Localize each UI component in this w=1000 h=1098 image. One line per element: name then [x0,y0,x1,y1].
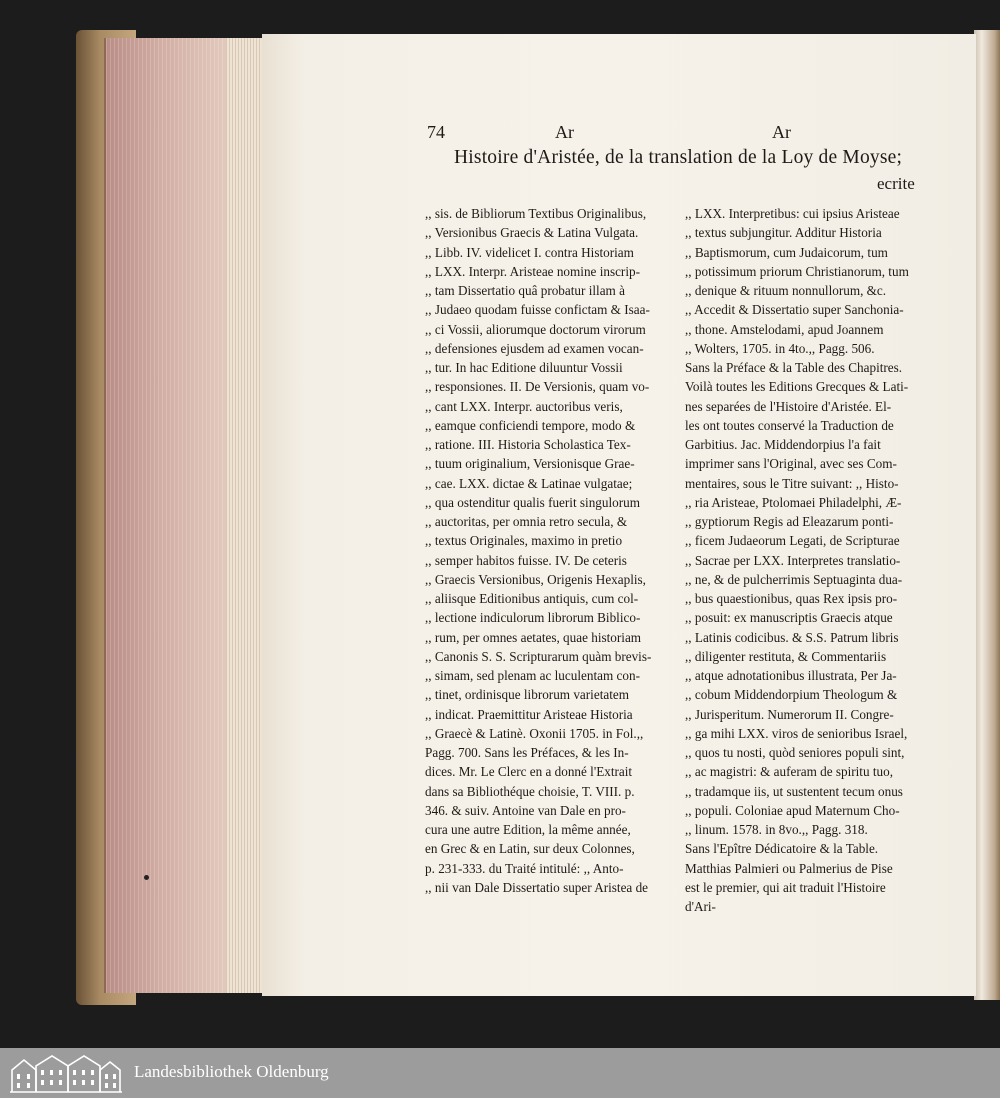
library-building-logo-icon [8,1052,124,1094]
text-line: ,, Judaeo quodam fuisse confictam & Isaa- [425,302,650,318]
text-line: Voilà toutes les Editions Grecques & Lati- [685,379,909,395]
text-line: cura une autre Edition, la même année, [425,822,631,837]
left-text-column [425,204,665,897]
book-cover-right [974,30,1000,1000]
text-line: ,, simam, sed plenam ac luculentam con- [425,668,640,683]
text-line: ,, Jurisperitum. Numerorum II. Congre- [685,706,894,722]
text-line: ,, auctoritas, per omnia retro secula, & [425,514,628,529]
text-line: ,, Sacrae per LXX. Interpretes translatio- [685,552,901,568]
text-line: 346. & suiv. Antoine van Dale en pro- [425,802,626,818]
text-line: ,, LXX. Interpr. Aristeae nomine inscrip- [425,263,640,279]
page-edge-stack [104,38,266,993]
text-line: ,, cant LXX. Interpr. auctoribus veris, [425,398,623,414]
text-line: ,, Graecè & Latinè. Oxonii 1705. in Fol.,, [425,725,644,741]
text-line: dans sa Bibliothéque choisie, T. VIII. p. [425,783,635,799]
text-line: ,, posuit: ex manuscriptis Graecis atque [685,610,893,626]
text-line: Matthias Palmieri ou Palmerius de Pise [685,860,893,876]
text-line: ,, lectione indiculorum librorum Biblico- [425,610,641,626]
text-line: ,, Libb. IV. videlicet I. contra Historiam [425,244,634,260]
running-head-right: Ar [772,122,791,142]
text-line: les ont toutes conservé la Traduction de [685,417,894,433]
text-line: ,, qua ostenditur qualis fuerit singulorum [425,494,640,510]
text-line: d'Ari- [685,899,716,914]
text-line: ,, diligenter restituta, & Commentariis [685,648,887,664]
text-line: ,, ria Aristeae, Ptolomaei Philadelphi, Æ- [685,494,902,510]
text-line: Sans la Préface & la Table des Chapitres. [685,360,903,375]
entry-title-continuation: ecrite [877,174,915,193]
page-number: 74 [427,122,445,142]
text-line: ,, Accedit & Dissertatio super Sanchonia- [685,302,904,318]
text-line: ,, gyptiorum Regis ad Eleazarum ponti- [685,514,894,529]
text-line: ,, rum, per omnes aetates, quae historiam [425,629,642,645]
text-line: ,, tinet, ordinisque librorum varietatem [425,687,629,703]
text-line: ,, textus Originales, maximo in pretio [425,533,623,549]
text-line: ,, cae. LXX. dictae & Latinae vulgatae; [425,475,633,491]
text-line: ,, quos tu nosti, quòd seniores populi sint, [685,745,905,760]
text-line: ,, LXX. Interpretibus: cui ipsius Aristeae [685,206,900,221]
text-line: ,, Versionibus Graecis & Latina Vulgata. [425,225,639,241]
library-name: Landesbibliothek Oldenburg [134,1062,329,1081]
text-line: Garbitius. Jac. Middendorpius l'a fait [685,437,881,452]
text-line: ,, aliisque Editionibus antiquis, cum col- [425,591,639,606]
text-line: en Grec & en Latin, sur deux Colonnes, [425,841,635,857]
text-line: ,, Wolters, 1705. in 4to.,, Pagg. 506. [685,340,875,356]
text-line: ,, tuum originalium, Versionisque Grae- [425,456,635,472]
text-line: ,, Canonis S. S. Scripturarum quàm brevis- [425,648,652,664]
text-line: ,, populi. Coloniae apud Maternum Cho- [685,802,900,818]
text-line: ,, ga mihi LXX. viros de senioribus Israel, [685,725,908,741]
text-line: ,, ne, & de pulcherrimis Septuaginta dua- [685,571,903,587]
text-line: ,, Graecis Versionibus, Origenis Hexaplis, [425,571,646,587]
text-line: dices. Mr. Le Clerc en a donné l'Extrait [425,764,633,780]
text-line: ,, ratione. III. Historia Scholastica Tex- [425,437,631,452]
text-line: ,, atque adnotationibus illustrata, Per Ja- [685,668,897,683]
text-line: ,, ci Vossii, aliorumque doctorum virorum [425,321,646,337]
text-line: Sans l'Epître Dédicatoire & la Table. [685,841,879,857]
text-line: ,, Latinis codicibus. & S.S. Patrum libris [685,629,899,645]
text-line: ,, defensiones ejusdem ad examen vocan- [425,340,644,356]
text-line: ,, sis. de Bibliorum Textibus Originalibus, [425,206,647,221]
book-page [262,34,976,996]
text-line: ,, tradamque iis, ut sustentent tecum onus [685,783,903,799]
text-line: ,, tam Dissertatio quâ probatur illam à [425,283,625,298]
text-line: Pagg. 700. Sans les Préfaces, & les In- [425,745,629,760]
text-line: imprimer sans l'Original, avec ses Com- [685,456,897,472]
right-text-column [685,204,925,916]
entry-title: Histoire d'Aristée, de la translation de la Loy de Moyse; [454,147,903,168]
text-line: ,, cobum Middendorpium Theologum & [685,687,898,703]
text-line: mentaires, sous le Titre suivant: ,, Histo- [685,475,899,491]
text-line: ,, tur. In hac Editione diluuntur Vossii [425,360,623,375]
text-line: nes separées de l'Histoire d'Aristée. El- [685,398,892,414]
text-line: ,, denique & rituum nonnullorum, &c. [685,283,887,298]
text-line: ,, bus quaestionibus, quas Rex ipsis pro- [685,591,898,606]
running-head-left: Ar [555,122,574,142]
text-line: ,, ac magistri: & auferam de spiritu tuo, [685,764,894,780]
text-line: ,, responsiones. II. De Versionis, quam vo- [425,379,650,395]
text-line: ,, textus subjungitur. Additur Historia [685,225,882,241]
text-line: ,, eamque conficiendi tempore, modo & [425,417,636,433]
text-line: est le premier, qui ait traduit l'Histoire [685,879,886,895]
text-line: ,, indicat. Praemittitur Aristeae Historia [425,706,633,722]
text-line: ,, potissimum priorum Christianorum, tum [685,263,909,279]
footer-bar [0,1048,1000,1098]
text-line: ,, ficem Judaeorum Legati, de Scripturae [685,533,900,549]
text-line: p. 231-333. du Traité intitulé: ,, Anto- [425,860,624,876]
text-line: ,, linum. 1578. in 8vo.,, Pagg. 318. [685,822,868,837]
ink-speck [144,875,149,880]
text-line: ,, nii van Dale Dissertatio super Aristea de [425,879,649,895]
text-line: ,, Baptismorum, cum Judaicorum, tum [685,244,888,260]
text-line: ,, thone. Amstelodami, apud Joannem [685,321,884,337]
text-line: ,, semper habitos fuisse. IV. De ceteris [425,552,627,568]
